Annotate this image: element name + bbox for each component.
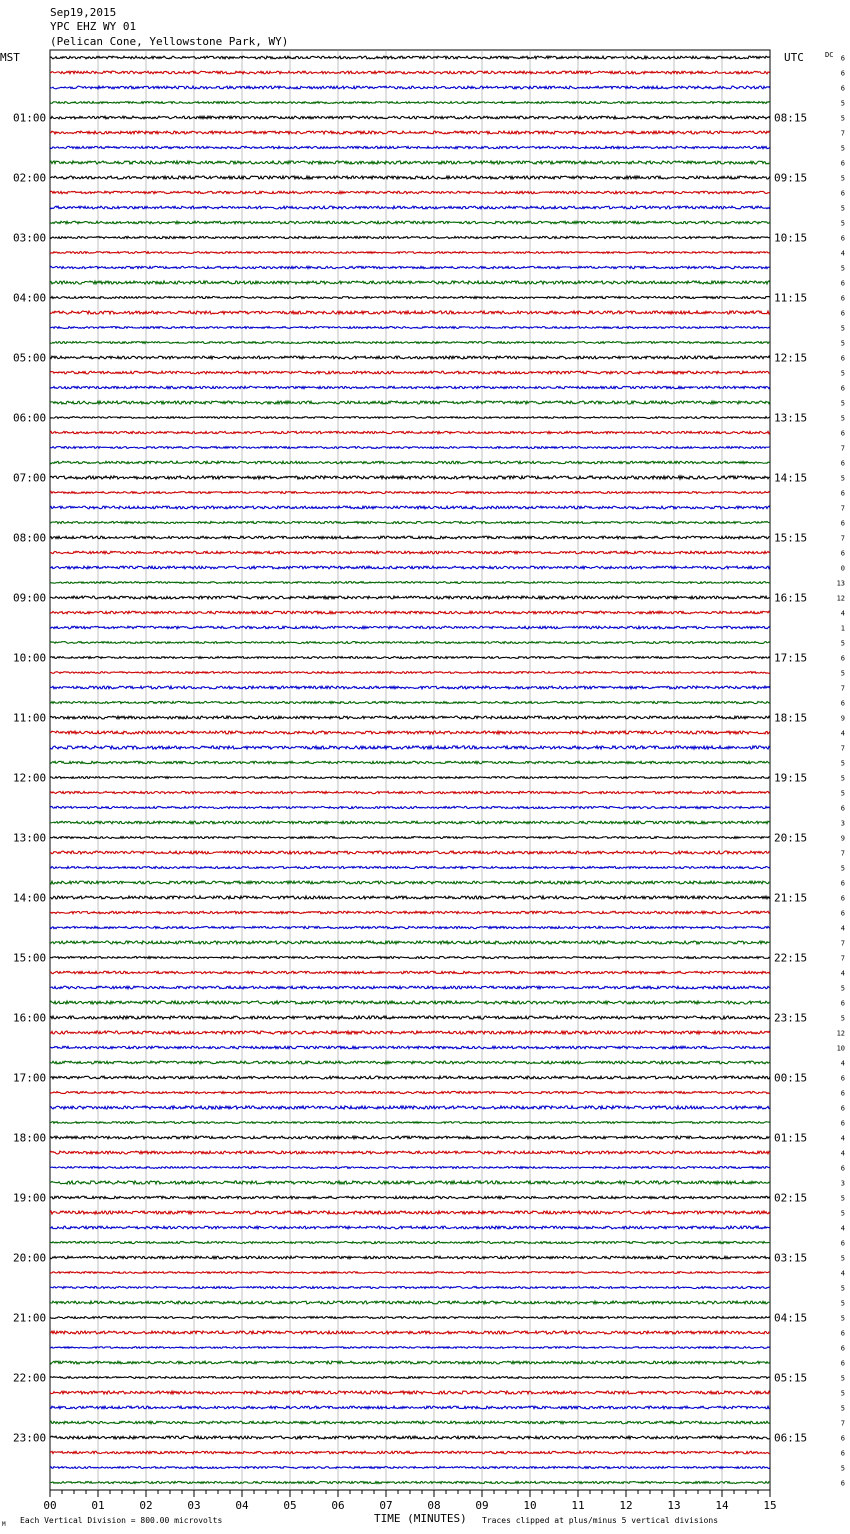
seismic-trace — [50, 566, 770, 569]
seismic-trace — [50, 551, 770, 554]
seismic-trace — [50, 1136, 770, 1139]
dc-value: 4 — [840, 1269, 845, 1278]
seismic-trace — [50, 777, 770, 779]
hour-label-mst: 18:00 — [13, 1131, 47, 1145]
right-zone-label: UTC — [784, 51, 804, 64]
seismic-trace — [50, 866, 770, 868]
seismic-trace — [50, 1241, 770, 1243]
dc-value: 4 — [840, 1149, 845, 1158]
traces — [50, 56, 770, 1483]
hour-label-mst: 23:00 — [13, 1431, 47, 1445]
hour-label-utc: 20:15 — [774, 831, 808, 845]
seismic-trace — [50, 1091, 770, 1093]
time-tick-label: 14 — [715, 1499, 729, 1512]
seismic-trace — [50, 791, 770, 793]
dc-value: 6 — [840, 309, 845, 318]
hour-label-mst: 09:00 — [13, 591, 47, 605]
dc-value: 6 — [840, 1329, 845, 1338]
dc-value: 5 — [840, 1314, 845, 1323]
hour-label-utc: 13:15 — [774, 411, 808, 425]
seismic-trace — [50, 941, 770, 944]
seismic-trace — [50, 131, 770, 134]
dc-value: 7 — [840, 849, 845, 858]
seismic-trace — [50, 806, 770, 808]
time-tick-label: 09 — [475, 1499, 489, 1512]
seismic-trace — [50, 236, 770, 238]
time-tick-label: 04 — [235, 1499, 249, 1512]
hour-label-utc: 18:15 — [774, 711, 808, 725]
dc-value: 6 — [840, 54, 845, 63]
dc-value: 6 — [840, 429, 845, 438]
hour-label-mst: 14:00 — [13, 891, 47, 905]
seismic-trace — [50, 896, 770, 899]
seismic-trace — [50, 582, 770, 584]
hour-label-utc: 16:15 — [774, 591, 808, 605]
dc-value: 6 — [840, 234, 845, 243]
dc-value: 5 — [840, 1209, 845, 1218]
seismic-trace — [50, 1181, 770, 1184]
dc-value: 6 — [840, 189, 845, 198]
seismic-trace — [50, 146, 770, 148]
corner-mark: M — [2, 1521, 6, 1528]
dc-value: 4 — [840, 924, 845, 933]
dc-value: 5 — [840, 174, 845, 183]
dc-value: 4 — [840, 609, 845, 618]
seismic-trace — [50, 1436, 770, 1439]
seismic-trace — [50, 1421, 770, 1424]
dc-value: 5 — [840, 789, 845, 798]
seismic-trace — [50, 656, 770, 658]
dc-value: 9 — [840, 714, 845, 723]
left-zone-label: MST — [0, 51, 20, 64]
x-axis-title: TIME (MINUTES) — [374, 1512, 467, 1525]
hour-label-utc: 00:15 — [774, 1071, 808, 1085]
seismic-trace — [50, 716, 770, 719]
dc-value: 6 — [840, 879, 845, 888]
seismic-trace — [50, 1151, 770, 1154]
hour-label-utc: 05:15 — [774, 1371, 808, 1385]
hour-label-mst: 05:00 — [13, 351, 47, 365]
hour-label-mst: 07:00 — [13, 471, 47, 485]
seismic-trace — [50, 672, 770, 674]
grid — [50, 50, 770, 1490]
seismic-trace — [50, 342, 770, 344]
seismic-trace — [50, 491, 770, 493]
seismic-trace — [50, 1016, 770, 1019]
dc-value: 6 — [840, 1164, 845, 1173]
dc-value: 10 — [836, 1044, 845, 1053]
dc-value: 5 — [840, 1404, 845, 1413]
header-station: YPC EHZ WY 01 — [50, 20, 137, 33]
dc-value: 6 — [840, 1359, 845, 1368]
hour-label-utc: 03:15 — [774, 1251, 808, 1265]
dc-value: 6 — [840, 804, 845, 813]
seismic-trace — [50, 176, 770, 179]
dc-value: 6 — [840, 69, 845, 78]
seismic-trace — [50, 311, 770, 314]
dc-value: 6 — [840, 999, 845, 1008]
time-tick-label: 08 — [427, 1499, 441, 1512]
seismic-trace — [50, 191, 770, 194]
dc-value: 6 — [840, 1344, 845, 1353]
dc-value: 5 — [840, 1389, 845, 1398]
hour-label-mst: 12:00 — [13, 771, 47, 785]
seismic-trace — [50, 986, 770, 989]
dc-value: 6 — [840, 1239, 845, 1248]
dc-value: 5 — [840, 414, 845, 423]
header-date: Sep19,2015 — [50, 6, 117, 19]
seismic-trace — [50, 56, 770, 59]
dc-value: 5 — [840, 264, 845, 273]
hour-label-utc: 19:15 — [774, 771, 808, 785]
dc-value: 3 — [840, 819, 845, 828]
seismic-trace — [50, 161, 770, 164]
dc-value: 5 — [840, 1014, 845, 1023]
seismic-trace — [50, 1316, 770, 1318]
seismic-trace — [50, 102, 770, 104]
dc-value: 4 — [840, 249, 845, 258]
dc-value: 7 — [840, 1419, 845, 1428]
seismic-trace — [50, 447, 770, 449]
hour-label-mst: 17:00 — [13, 1071, 47, 1085]
seismic-trace — [50, 1331, 770, 1334]
dc-value: 5 — [840, 369, 845, 378]
seismic-trace — [50, 1467, 770, 1469]
dc-value: 5 — [840, 474, 845, 483]
seismic-trace — [50, 401, 770, 404]
time-tick-label: 03 — [187, 1499, 201, 1512]
dc-value: 6 — [840, 279, 845, 288]
seismic-trace — [50, 926, 770, 928]
seismic-trace — [50, 761, 770, 763]
dc-value: 6 — [840, 1104, 845, 1113]
dc-value: 5 — [840, 144, 845, 153]
seismic-trace — [50, 476, 770, 479]
hour-label-utc: 22:15 — [774, 951, 808, 965]
dc-value: 5 — [840, 639, 845, 648]
dc-value: 4 — [840, 1134, 845, 1143]
seismic-trace — [50, 1301, 770, 1304]
seismic-trace — [50, 221, 770, 224]
dc-value: 6 — [840, 84, 845, 93]
dc-value: 4 — [840, 1059, 845, 1068]
hour-label-mst: 11:00 — [13, 711, 47, 725]
hour-label-utc: 09:15 — [774, 171, 808, 185]
hour-label-mst: 22:00 — [13, 1371, 47, 1385]
dc-value: 6 — [840, 1479, 845, 1488]
seismic-trace — [50, 1122, 770, 1124]
seismic-trace — [50, 881, 770, 884]
seismic-trace — [50, 266, 770, 268]
dc-value: 5 — [840, 1299, 845, 1308]
dc-value: 6 — [840, 1434, 845, 1443]
seismic-trace — [50, 956, 770, 958]
dc-value: 6 — [840, 489, 845, 498]
dc-value: 7 — [840, 504, 845, 513]
dc-value: 6 — [840, 294, 845, 303]
time-tick-label: 13 — [667, 1499, 681, 1512]
dc-value: 5 — [840, 1254, 845, 1263]
hour-label-mst: 01:00 — [13, 111, 47, 125]
hour-label-mst: 10:00 — [13, 651, 47, 665]
time-tick-label: 10 — [523, 1499, 537, 1512]
time-tick-label: 01 — [91, 1499, 105, 1512]
seismic-trace — [50, 1272, 770, 1274]
hour-label-utc: 02:15 — [774, 1191, 808, 1205]
time-tick-label: 07 — [379, 1499, 393, 1512]
dc-value: 12 — [836, 1029, 845, 1038]
hour-label-utc: 11:15 — [774, 291, 808, 305]
seismic-trace — [50, 252, 770, 254]
seismic-trace — [50, 281, 770, 284]
dc-value: 6 — [840, 1074, 845, 1083]
seismic-trace — [50, 1377, 770, 1379]
seismic-trace — [50, 1167, 770, 1169]
hour-label-mst: 20:00 — [13, 1251, 47, 1265]
dc-value: 6 — [840, 654, 845, 663]
seismic-trace — [50, 911, 770, 914]
seismic-trace — [50, 461, 770, 464]
seismic-trace — [50, 417, 770, 419]
seismic-trace — [50, 1286, 770, 1288]
seismic-trace — [50, 1406, 770, 1409]
seismic-trace — [50, 701, 770, 703]
dc-value: 5 — [840, 1464, 845, 1473]
dc-value: 5 — [840, 99, 845, 108]
seismic-trace — [50, 296, 770, 298]
dc-value: 6 — [840, 549, 845, 558]
dc-header: DC — [825, 51, 834, 59]
seismic-trace — [50, 1226, 770, 1229]
time-tick-label: 12 — [619, 1499, 633, 1512]
time-tick-label: 15 — [763, 1499, 777, 1512]
dc-value: 5 — [840, 339, 845, 348]
seismic-trace — [50, 746, 770, 749]
seismic-trace — [50, 1061, 770, 1064]
dc-value: 1 — [840, 624, 845, 633]
hour-label-utc: 04:15 — [774, 1311, 808, 1325]
dc-value: 7 — [840, 534, 845, 543]
seismic-trace — [50, 1031, 770, 1034]
seismic-trace — [50, 356, 770, 359]
dc-value: 7 — [840, 684, 845, 693]
seismic-trace — [50, 1256, 770, 1259]
dc-value: 6 — [840, 459, 845, 468]
seismic-trace — [50, 821, 770, 824]
seismic-trace — [50, 506, 770, 509]
dc-value: 4 — [840, 729, 845, 738]
seismic-trace — [50, 611, 770, 614]
time-tick-label: 05 — [283, 1499, 297, 1512]
dc-value: 5 — [840, 669, 845, 678]
seismic-trace — [50, 206, 770, 209]
dc-value: 0 — [840, 564, 845, 573]
dc-value: 12 — [836, 594, 845, 603]
hour-label-utc: 15:15 — [774, 531, 808, 545]
hour-label-utc: 06:15 — [774, 1431, 808, 1445]
hour-label-mst: 13:00 — [13, 831, 47, 845]
seismic-trace — [50, 1076, 770, 1079]
dc-value: 6 — [840, 519, 845, 528]
seismic-trace — [50, 1361, 770, 1364]
time-tick-label: 02 — [139, 1499, 153, 1512]
hour-label-utc: 01:15 — [774, 1131, 808, 1145]
seismic-trace — [50, 971, 770, 973]
dc-value: 9 — [840, 834, 845, 843]
dc-value: 5 — [840, 984, 845, 993]
dc-value: 5 — [840, 864, 845, 873]
seismic-trace — [50, 1211, 770, 1214]
seismic-trace — [50, 1196, 770, 1199]
seismic-trace — [50, 731, 770, 734]
seismic-trace — [50, 521, 770, 523]
hour-label-utc: 17:15 — [774, 651, 808, 665]
seismic-trace — [50, 71, 770, 74]
hour-label-utc: 23:15 — [774, 1011, 808, 1025]
dc-value: 7 — [840, 444, 845, 453]
plot-frame — [50, 50, 770, 1490]
seismic-trace — [50, 626, 770, 629]
dc-value: 5 — [840, 399, 845, 408]
seismic-trace — [50, 1106, 770, 1109]
header-location: (Pelican Cone, Yellowstone Park, WY) — [50, 35, 289, 48]
seismic-trace — [50, 836, 770, 838]
seismic-trace — [50, 1347, 770, 1349]
hour-label-mst: 21:00 — [13, 1311, 47, 1325]
seismic-trace — [50, 1001, 770, 1004]
dc-value: 4 — [840, 1224, 845, 1233]
hour-label-mst: 15:00 — [13, 951, 47, 965]
seismic-trace — [50, 86, 770, 89]
time-tick-label: 06 — [331, 1499, 345, 1512]
hour-label-mst: 03:00 — [13, 231, 47, 245]
dc-value: 5 — [840, 759, 845, 768]
seismic-trace — [50, 1481, 770, 1483]
dc-value: 6 — [840, 159, 845, 168]
clip-note: Traces clipped at plus/minus 5 vertical divisions — [482, 1516, 719, 1525]
hour-label-utc: 10:15 — [774, 231, 808, 245]
dc-value: 7 — [840, 129, 845, 138]
dc-value: 7 — [840, 744, 845, 753]
seismic-trace — [50, 596, 770, 599]
hour-label-utc: 21:15 — [774, 891, 808, 905]
hour-label-mst: 04:00 — [13, 291, 47, 305]
dc-value: 4 — [840, 969, 845, 978]
dc-value: 13 — [836, 579, 845, 588]
hour-label-mst: 08:00 — [13, 531, 47, 545]
hour-label-utc: 14:15 — [774, 471, 808, 485]
seismic-trace — [50, 851, 770, 854]
seismic-trace — [50, 1451, 770, 1454]
dc-value: 6 — [840, 354, 845, 363]
hour-label-mst: 06:00 — [13, 411, 47, 425]
dc-value: 5 — [840, 1284, 845, 1293]
time-tick-label: 00 — [43, 1499, 57, 1512]
scale-note: Each Vertical Division = 800.00 microvolts — [20, 1516, 223, 1525]
seismic-trace — [50, 641, 770, 643]
dc-value: 5 — [840, 1374, 845, 1383]
seismic-trace — [50, 1046, 770, 1049]
dc-value: 5 — [840, 114, 845, 123]
seismic-trace — [50, 116, 770, 119]
hour-label-utc: 08:15 — [774, 111, 808, 125]
hour-label-mst: 16:00 — [13, 1011, 47, 1025]
dc-value: 5 — [840, 1194, 845, 1203]
dc-value: 6 — [840, 699, 845, 708]
dc-value: 7 — [840, 939, 845, 948]
seismic-trace — [50, 386, 770, 388]
seismic-trace — [50, 1391, 770, 1394]
dc-value: 3 — [840, 1179, 845, 1188]
dc-value: 5 — [840, 774, 845, 783]
dc-value: 6 — [840, 894, 845, 903]
dc-value: 6 — [840, 1089, 845, 1098]
seismic-trace — [50, 371, 770, 374]
dc-value: 6 — [840, 1119, 845, 1128]
hour-label-mst: 19:00 — [13, 1191, 47, 1205]
dc-value: 6 — [840, 384, 845, 393]
hour-label-utc: 12:15 — [774, 351, 808, 365]
hour-label-mst: 02:00 — [13, 171, 47, 185]
dc-value: 6 — [840, 909, 845, 918]
time-tick-label: 11 — [571, 1499, 585, 1512]
dc-value: 5 — [840, 204, 845, 213]
seismic-trace — [50, 686, 770, 689]
time-axis — [43, 1490, 776, 1512]
seismic-trace — [50, 431, 770, 433]
dc-value: 5 — [840, 219, 845, 228]
dc-value: 5 — [840, 324, 845, 333]
seismic-trace — [50, 327, 770, 329]
dc-value: 7 — [840, 954, 845, 963]
dc-value: 6 — [840, 1449, 845, 1458]
seismic-trace — [50, 536, 770, 539]
